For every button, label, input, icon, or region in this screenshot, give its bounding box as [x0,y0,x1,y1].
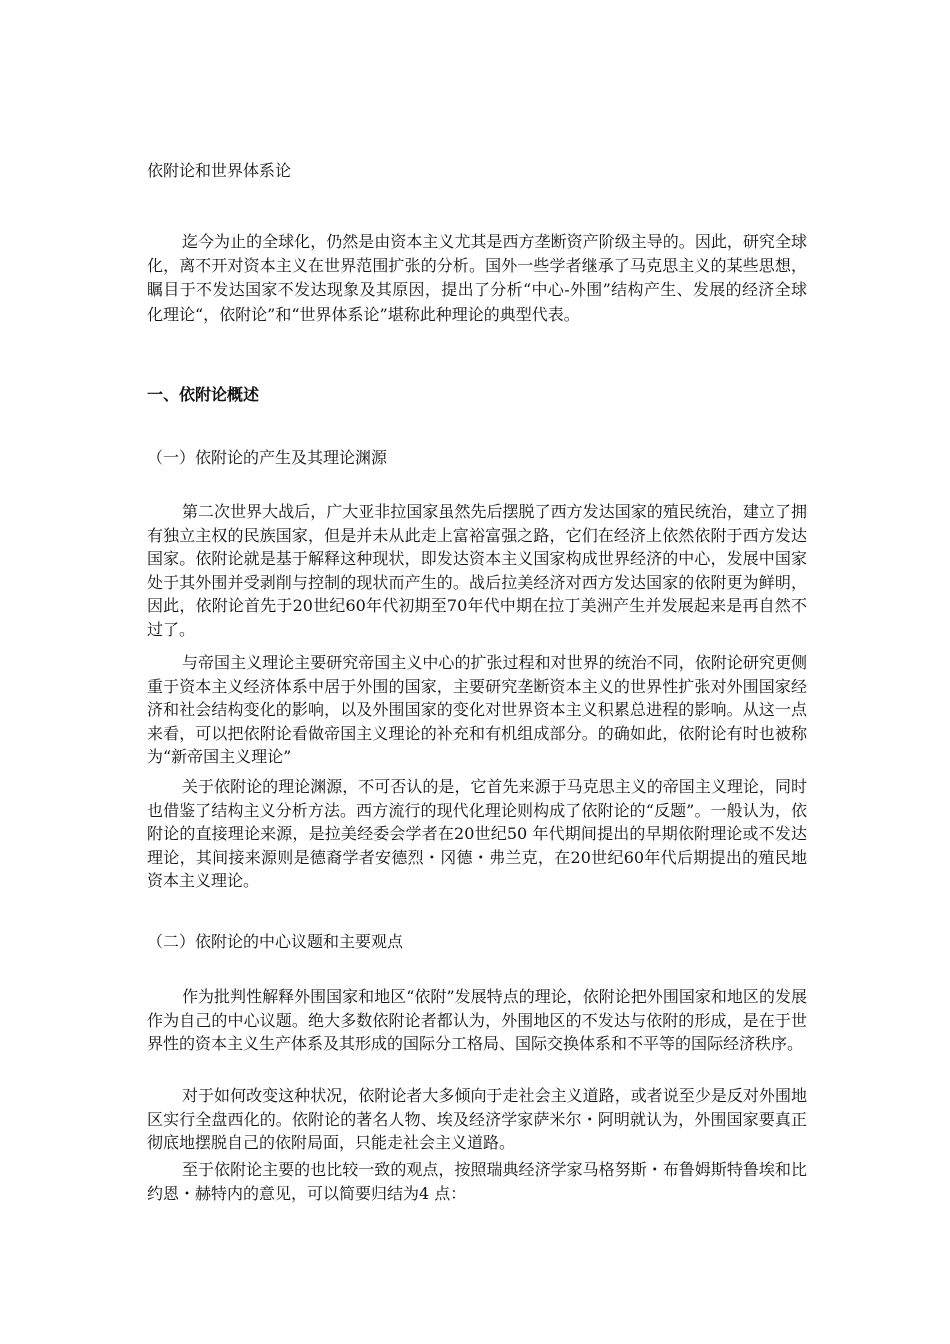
paragraph-core-3: 至于依附论主要的也比较一致的观点，按照瑞典经济学家马格努斯・布鲁姆斯特鲁埃和比约恩・赫特内的意见，可以简要归结为4 点： [147,1160,807,1203]
subsection-heading-origins: （一）依附论的产生及其理论渊源 [147,448,388,467]
section-heading: 一、依附论概述 [147,385,260,404]
subsection-heading-core-issues: （二）依附论的中心议题和主要观点 [147,932,404,951]
paragraph-core-2: 对于如何改变这种状况，依附论者大多倾向于走社会主义道路，或者说至少是反对外围地区实行全盘西化的。依附论的著名人物、埃及经济学家萨米尔・阿明就认为，外围国家要真正彻底地摆脱自己的依附局面，只能走社会主义道路。 [147,1086,807,1153]
paragraph-origins-2: 与帝国主义理论主要研究帝国主义中心的扩张过程和对世界的统治不同，依附论研究更侧重于资本主义经济体系中居于外围的国家，主要研究垄断资本主义的世界性扩张对外围国家经济和社会结构变化的影响，以及外围国家的变化对世界资本主义积累总进程的影响。从这一点来看，可以把依附论看做帝国主义理论的补充和有机组成部分。的确如此，依附论有时也被称为“新帝国主义理论” [147,653,807,767]
paragraph-core-1: 作为批判性解释外围国家和地区“依附”发展特点的理论，依附论把外围国家和地区的发展作为自己的中心议题。绝大多数依附论者都认为，外围地区的不发达与依附的形成，是在于世界性的资本主义生产体系及其形成的国际分工格局、国际交换体系和不平等的国际经济秩序。 [147,987,807,1054]
intro-paragraph: 迄今为止的全球化，仍然是由资本主义尤其是西方垄断资产阶级主导的。因此，研究全球化，离不开对资本主义在世界范围扩张的分析。国外一些学者继承了马克思主义的某些思想，瞩目于不发达国家不发达现象及其原因，提出了分析“中心-外围”结构产生、发展的经济全球化理论“，依附论”和“世界体系论”堪称此种理论的典型代表。 [147,232,807,324]
paragraph-origins-3: 关于依附论的理论渊源，不可否认的是，它首先来源于马克思主义的帝国主义理论，同时也借鉴了结构主义分析方法。西方流行的现代化理论则构成了依附论的“反题”。一般认为，依附论的直接理论来源，是拉美经委会学者在20世纪50 年代期间提出的早期依附理论或不发达理论，其间接来源则是德裔学者安德烈・冈德・弗兰克，在20世纪60年代后期提出的殖民地资本主义理论。 [147,777,807,891]
paragraph-origins-1: 第二次世界大战后，广大亚非拉国家虽然先后摆脱了西方发达国家的殖民统治，建立了拥有独立主权的民族国家，但是并未从此走上富裕富强之路，它们在经济上依然依附于西方发达国家。依附论就是基于解释这种现状，即发达资本主义国家构成世界经济的中心，发展中国家处于其外围并受剥削与控制的现状而产生的。战后拉美经济对西方发达国家的依附更为鲜明，因此，依附论首先于20世纪60年代初期至70年代中期在拉丁美洲产生并发展起来是再自然不过了。 [147,502,807,639]
document-title: 依附论和世界体系论 [147,161,292,180]
